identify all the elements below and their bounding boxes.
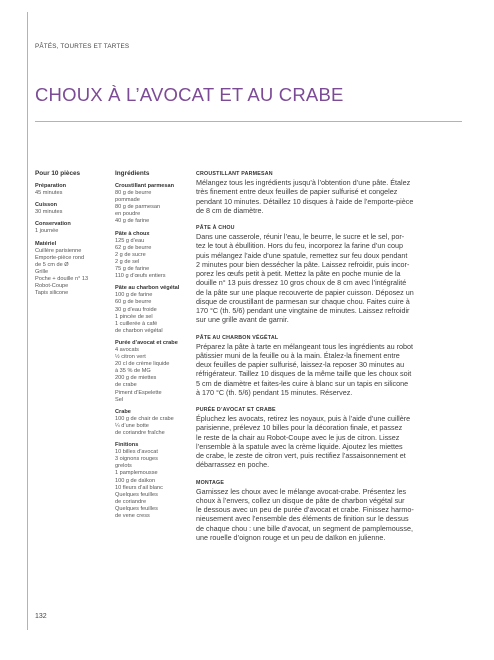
ingredient-line: 60 g de beurre xyxy=(115,299,152,306)
info-label: Conservation xyxy=(35,221,71,228)
step-line: débarrassez en poche. xyxy=(196,460,270,470)
ingredient-group-name: Pâte au charbon végétal xyxy=(115,285,180,292)
ingredient-line: 2 g de sel xyxy=(115,258,140,265)
left-gold-rule xyxy=(27,12,28,630)
ingredient-group-name: Pâte à choux xyxy=(115,230,150,237)
section-label: PÂTÉS, TOURTES ET TARTES xyxy=(35,43,130,50)
servings: Pour 10 pièces xyxy=(35,170,81,177)
ingredient-group xyxy=(115,231,189,281)
info-line: Robot-Coupe xyxy=(35,283,69,290)
info-label: Cuisson xyxy=(35,202,58,209)
ingredient-line: de charbon végétal xyxy=(115,327,163,334)
step-heading: PÂTE À CHOU xyxy=(196,225,235,231)
ingredient-group-name: Purée d’avocat et crabe xyxy=(115,339,178,346)
ingredient-groups xyxy=(115,183,189,520)
ingredient-line: 125 g d’eau xyxy=(115,237,145,244)
step-text xyxy=(196,232,462,325)
ingredient-line: 200 g de miettes xyxy=(115,375,157,382)
ingredient-group xyxy=(115,285,189,335)
ingredient-group-name: Croustillant parmesan xyxy=(115,183,175,189)
step-line: de la pâte sur une plaque recouverte de papier cuisson. Déposez un xyxy=(196,287,414,297)
step-line: l’ensemble à la spatule avec la crème liquide. Ajoutez les miettes xyxy=(196,441,403,451)
ingredient-line: de crabe xyxy=(115,382,137,389)
step-line: porez les œufs petit à petit. Mettez la pâte en poche munie de la xyxy=(196,269,401,278)
info-label: Préparation xyxy=(35,183,67,189)
step-line: disque de croustillant de parmesan sur chaque chou. Faites cuire à xyxy=(196,296,410,306)
step-heading: PÂTE AU CHARBON VÉGÉTAL xyxy=(196,334,279,341)
step-line: Préparez la pâte à tarte en mélangeant tous les ingrédients au robot xyxy=(196,341,413,351)
ingredient-group-name: Finitions xyxy=(115,442,139,449)
step-line: réfrigérateur. Taillez 10 disques de la même taille que les choux soit xyxy=(196,369,412,379)
info-line: Cuillère parisienne xyxy=(35,247,82,254)
ingredient-line: de vene cress xyxy=(115,513,150,520)
ingredient-line: 1 cuillerée à café xyxy=(115,320,158,327)
step-line: une rouelle d’oignon rouge et un peu de daïkon en julienne. xyxy=(196,532,386,542)
title-underline xyxy=(35,121,462,122)
recipe-title: CHOUX À L’AVOCAT ET AU CRABE xyxy=(35,84,344,105)
ingredient-line: 100 g de daïkon xyxy=(115,477,156,484)
info-line: de 5 cm de Ø xyxy=(35,261,69,268)
step-heading: MONTAGE xyxy=(196,479,225,486)
recipe-info-column xyxy=(35,170,107,302)
ingredient-line: de coriandre xyxy=(115,498,147,505)
ingredient-line: Piment d’Espelette xyxy=(115,389,162,396)
ingredient-group xyxy=(115,183,189,226)
step-heading: PURÉE D’AVOCAT ET CRABE xyxy=(196,407,276,413)
step-line: 5 cm de diamètre et faites-les cuire à blanc sur un tapis en silicone xyxy=(196,378,409,388)
step-line: Dans une casserole, réunir l’eau, le beurre, le sucre et le sel, por- xyxy=(196,232,405,241)
ingredient-line: 110 g d’œufs entiers xyxy=(115,273,166,280)
ingredient-line: 40 g de farine xyxy=(115,218,150,225)
info-blocks xyxy=(35,183,107,297)
step-line: de chaque chou : une bille d’avocat, un segment de pamplemousse, xyxy=(196,523,413,533)
ingredient-line: grelots xyxy=(115,463,132,470)
ingredient-line: de coriandre fraîche xyxy=(115,430,165,436)
step-line: Garnissez les choux avec le mélange avocat-crabe. Présentez les xyxy=(196,486,407,496)
info-line: 1 journée xyxy=(35,228,59,235)
ingredient-line: 80 g de parmesan xyxy=(115,204,161,211)
step-line: Mélangez tous les ingrédients jusqu’à l’obtention d’une pâte. Étalez xyxy=(196,178,411,187)
step-text xyxy=(196,178,462,215)
ingredient-line: Sel xyxy=(115,396,124,403)
info-line: 30 minutes xyxy=(35,209,63,216)
ingredient-line: pommade xyxy=(115,197,140,204)
step-line: très finement entre deux feuilles de papier sulfurisé et congelez xyxy=(196,187,398,197)
step-line: pâtissier muni de la feuille ou à la main. Étalez-la finement entre xyxy=(196,350,400,360)
page-number: 132 xyxy=(35,613,47,620)
ingredient-line: 100 g de chair de crabe xyxy=(115,415,174,422)
ingredient-line: ½ citron vert xyxy=(115,354,146,361)
step-line: deux feuilles de papier sulfurisé, laissez-la reposer 30 minutes au xyxy=(196,360,405,369)
step-line: choux à l’envers, collez un disque de pâte de charbon végétal sur xyxy=(196,495,405,505)
step-line: puis mélangez l’aide d’une spatule, remettez sur feu doux pendant xyxy=(196,250,408,260)
info-line: Emporte-pièce rond xyxy=(35,254,85,261)
ingredient-line: 80 g de beurre xyxy=(115,190,152,197)
info-line: Tapis silicone xyxy=(35,290,69,297)
ingredient-group-name: Crabe xyxy=(115,408,131,415)
info-block xyxy=(35,202,107,216)
ingredient-line: 62 g de beurre xyxy=(115,244,152,251)
info-block xyxy=(35,241,107,298)
step-line: le dessous avec un peu de purée d’avocat et crabe. Finissez harmo- xyxy=(196,505,414,514)
step-text xyxy=(196,414,462,470)
ingredient-line: ¼ d’une botte xyxy=(115,422,149,429)
step-line: à 170 °C (th. 5/6) pendant 15 minutes. Réservez. xyxy=(196,387,353,397)
step-line: douille n° 13 puis dressez 10 gros choux de 8 cm avec l’intégralité xyxy=(196,278,407,288)
ingredient-line: 100 g de farine xyxy=(115,292,153,299)
ingredient-group xyxy=(115,409,189,437)
step-text xyxy=(196,342,462,398)
step-line: de crabe, le zeste de citron vert, puis rectifiez l’assaisonnement et xyxy=(196,451,406,460)
ingredient-line: 30 g d’eau froide xyxy=(115,306,157,313)
step-line: 170 °C (th. 5/6) pendant une vingtaine de minutes. Laissez refroidir xyxy=(196,306,410,315)
ingredient-line: 3 oignons rouges xyxy=(115,456,158,463)
step-line: nieusement avec l’ensemble des éléments de finition sur le dessus xyxy=(196,514,409,524)
step-heading: CROUSTILLANT PARMESAN xyxy=(196,171,273,177)
info-line: 45 minutes xyxy=(35,190,63,197)
ingredient-group xyxy=(115,340,189,404)
ingredient-line: 1 pamplemousse xyxy=(115,470,158,477)
ingredient-line: Quelques feuilles xyxy=(115,491,158,498)
step-line: pendant 10 minutes. Détaillez 10 disques à l’aide de l’emporte-pièce xyxy=(196,196,414,206)
ingredient-line: à 35 % de MG xyxy=(115,368,151,375)
info-block xyxy=(35,221,107,235)
ingredient-group xyxy=(115,442,189,520)
info-line: Poche + douille n° 13 xyxy=(35,276,89,283)
ingredient-line: en poudre xyxy=(115,211,141,218)
step-line: de 8 cm de diamètre. xyxy=(196,205,264,215)
ingredient-line: 20 cl de crème liquide xyxy=(115,361,170,368)
ingredient-line: 2 g de sucre xyxy=(115,251,146,258)
ingredient-line: 4 avocats xyxy=(115,346,139,353)
step-text xyxy=(196,487,462,543)
ingredient-line: 10 fleurs d’ail blanc xyxy=(115,484,163,491)
ingredient-line: Quelques feuilles xyxy=(115,505,158,512)
step-line: le reste de la chair au Robot-Coupe avec le jus de citron. Lissez xyxy=(196,432,400,442)
info-label: Matériel xyxy=(35,240,57,247)
step-line: 2 minutes pour bien dessécher la pâte. Laissez refroidir, puis incor- xyxy=(196,259,410,269)
ingredients-heading: Ingrédients xyxy=(115,170,150,177)
step-line: sur une grille avant de garnir. xyxy=(196,315,289,325)
info-block xyxy=(35,183,107,197)
step-line: parisienne, prélevez 10 billes pour la décoration finale, et passez xyxy=(196,423,403,433)
step-line: Épluchez les avocats, retirez les noyaux, puis à l’aide d’une cuillère xyxy=(196,414,411,423)
ingredient-line: 10 billes d’avocat xyxy=(115,449,158,456)
ingredients-column xyxy=(115,170,189,525)
ingredient-line: 1 pincée de sel xyxy=(115,313,153,320)
step-line: tez le tout à ébullition. Hors du feu, incorporez la farine d’un coup xyxy=(196,241,403,251)
ingredient-line: 75 g de farine xyxy=(115,266,150,273)
info-line: Grille xyxy=(35,268,49,275)
instructions-column xyxy=(196,170,462,551)
